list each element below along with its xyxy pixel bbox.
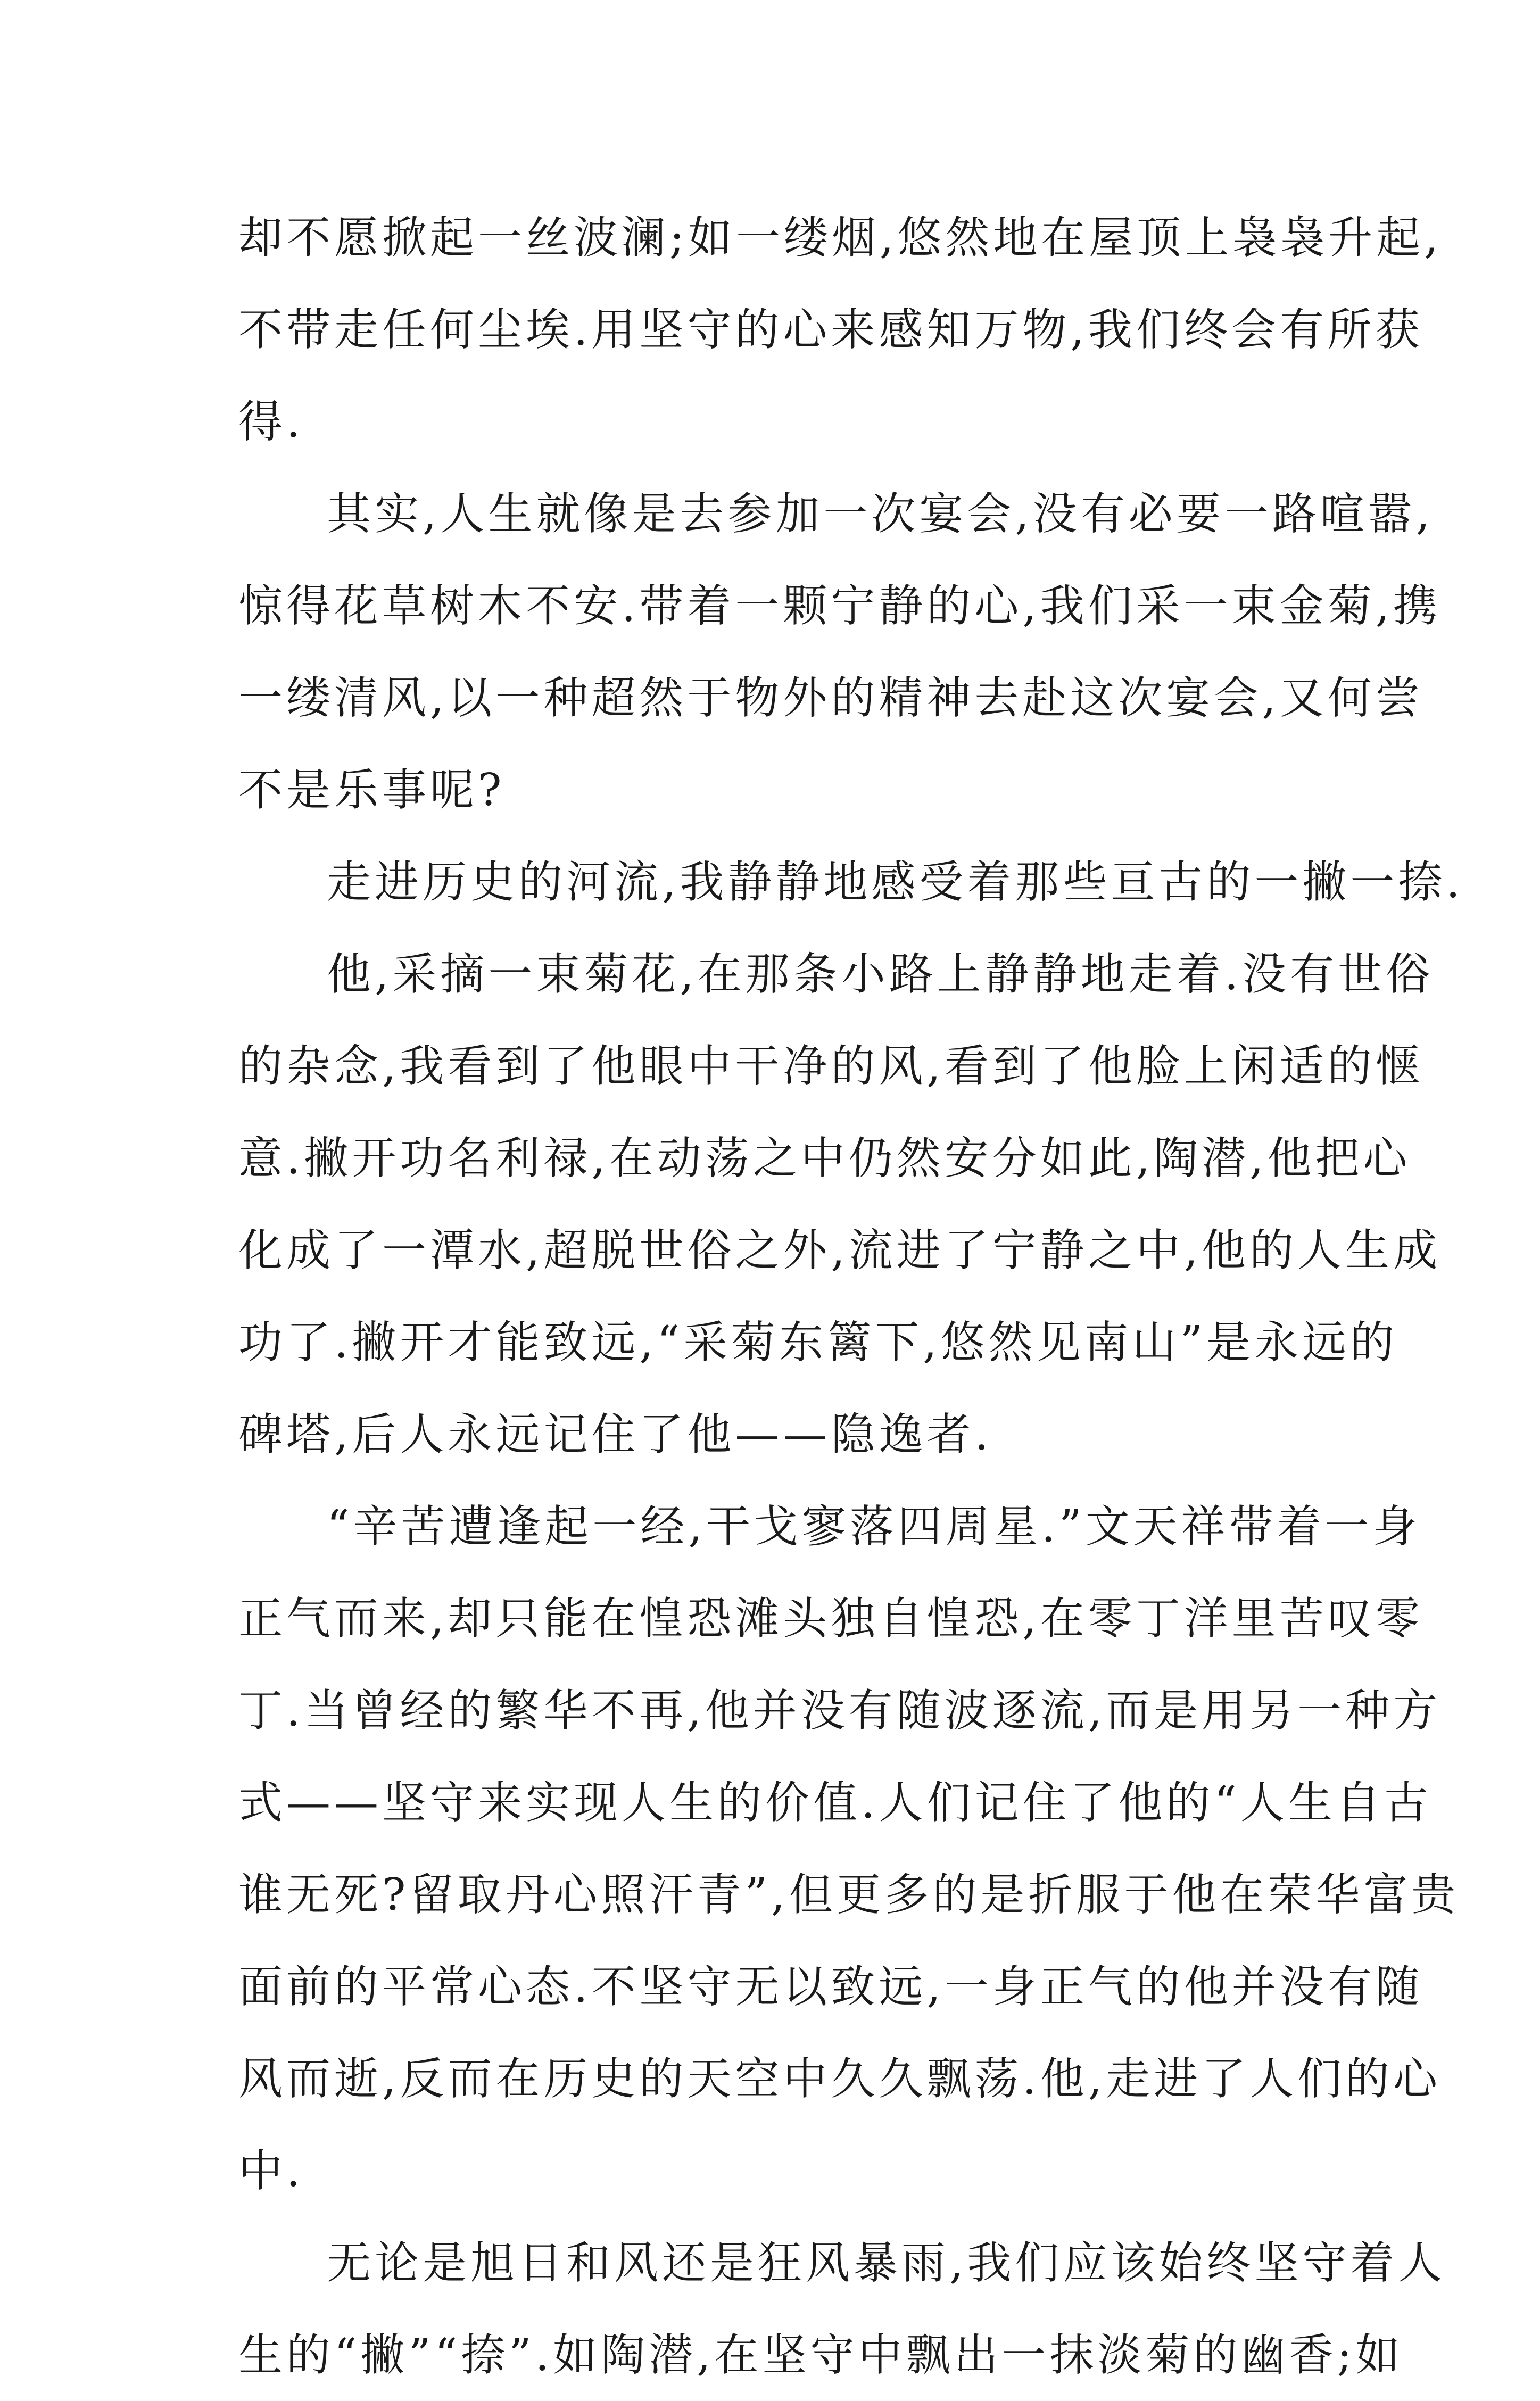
text-line: 正气而来,却只能在惶恐滩头独自惶恐,在零丁洋里苦叹零 [238, 1593, 1423, 1644]
document-body [238, 192, 1464, 2401]
text-line: 得. [238, 396, 304, 448]
text-line: 的杂念,我看到了他眼中干净的风,看到了他脸上闲适的惬 [238, 1040, 1423, 1092]
text-line: 他,采摘一束菊花,在那条小路上静静地走着.没有世俗 [327, 948, 1434, 1000]
text-line: 面前的平常心态.不坚守无以致远,一身正气的他并没有随 [238, 1961, 1423, 2013]
text-line: 一缕清风,以一种超然于物外的精神去赴这次宴会,又何尝 [238, 672, 1423, 724]
text-line: 丁.当曾经的繁华不再,他并没有随波逐流,而是用另一种方 [238, 1685, 1442, 1736]
text-line: 不带走任何尘埃.用坚守的心来感知万物,我们终会有所获 [238, 304, 1423, 355]
text-line: 不是乐事呢? [238, 764, 506, 816]
text-line: 生的“撇”“捺”.如陶潜,在坚守中飘出一抹淡菊的幽香;如 [238, 2329, 1404, 2381]
text-line: 无论是旭日和风还是狂风暴雨,我们应该始终坚守着人 [327, 2237, 1446, 2289]
text-line: 碑塔,后人永远记住了他——隐逸者. [238, 1409, 992, 1460]
text-line: “辛苦遭逢起一经,干戈寥落四周星.”文天祥带着一身 [327, 1501, 1421, 1552]
text-line: 惊得花草树木不安.带着一颗宁静的心,我们采一束金菊,携 [238, 580, 1442, 632]
text-line: 其实,人生就像是去参加一次宴会,没有必要一路喧嚣, [327, 488, 1434, 540]
text-line: 中. [238, 2145, 304, 2197]
text-line: 谁无死?留取丹心照汗青”,但更多的是折服于他在荣华富贵 [238, 1869, 1460, 1920]
text-line: 意.撇开功名利禄,在动荡之中仍然安分如此,陶潜,他把心 [238, 1132, 1411, 1184]
text-line: 却不愿掀起一丝波澜;如一缕烟,悠然地在屋顶上袅袅升起, [238, 212, 1442, 263]
text-line: 式——坚守来实现人生的价值.人们记住了他的“人生自古 [238, 1777, 1432, 1828]
text-line: 功了.撇开才能致远,“采菊东篱下,悠然见南山”是永远的 [238, 1317, 1398, 1368]
text-line: 走进历史的河流,我静静地感受着那些亘古的一撇一捺. [327, 856, 1464, 908]
text-line: 风而逝,反而在历史的天空中久久飘荡.他,走进了人们的心 [238, 2053, 1442, 2105]
text-line: 化成了一潭水,超脱世俗之外,流进了宁静之中,他的人生成 [238, 1224, 1442, 1276]
